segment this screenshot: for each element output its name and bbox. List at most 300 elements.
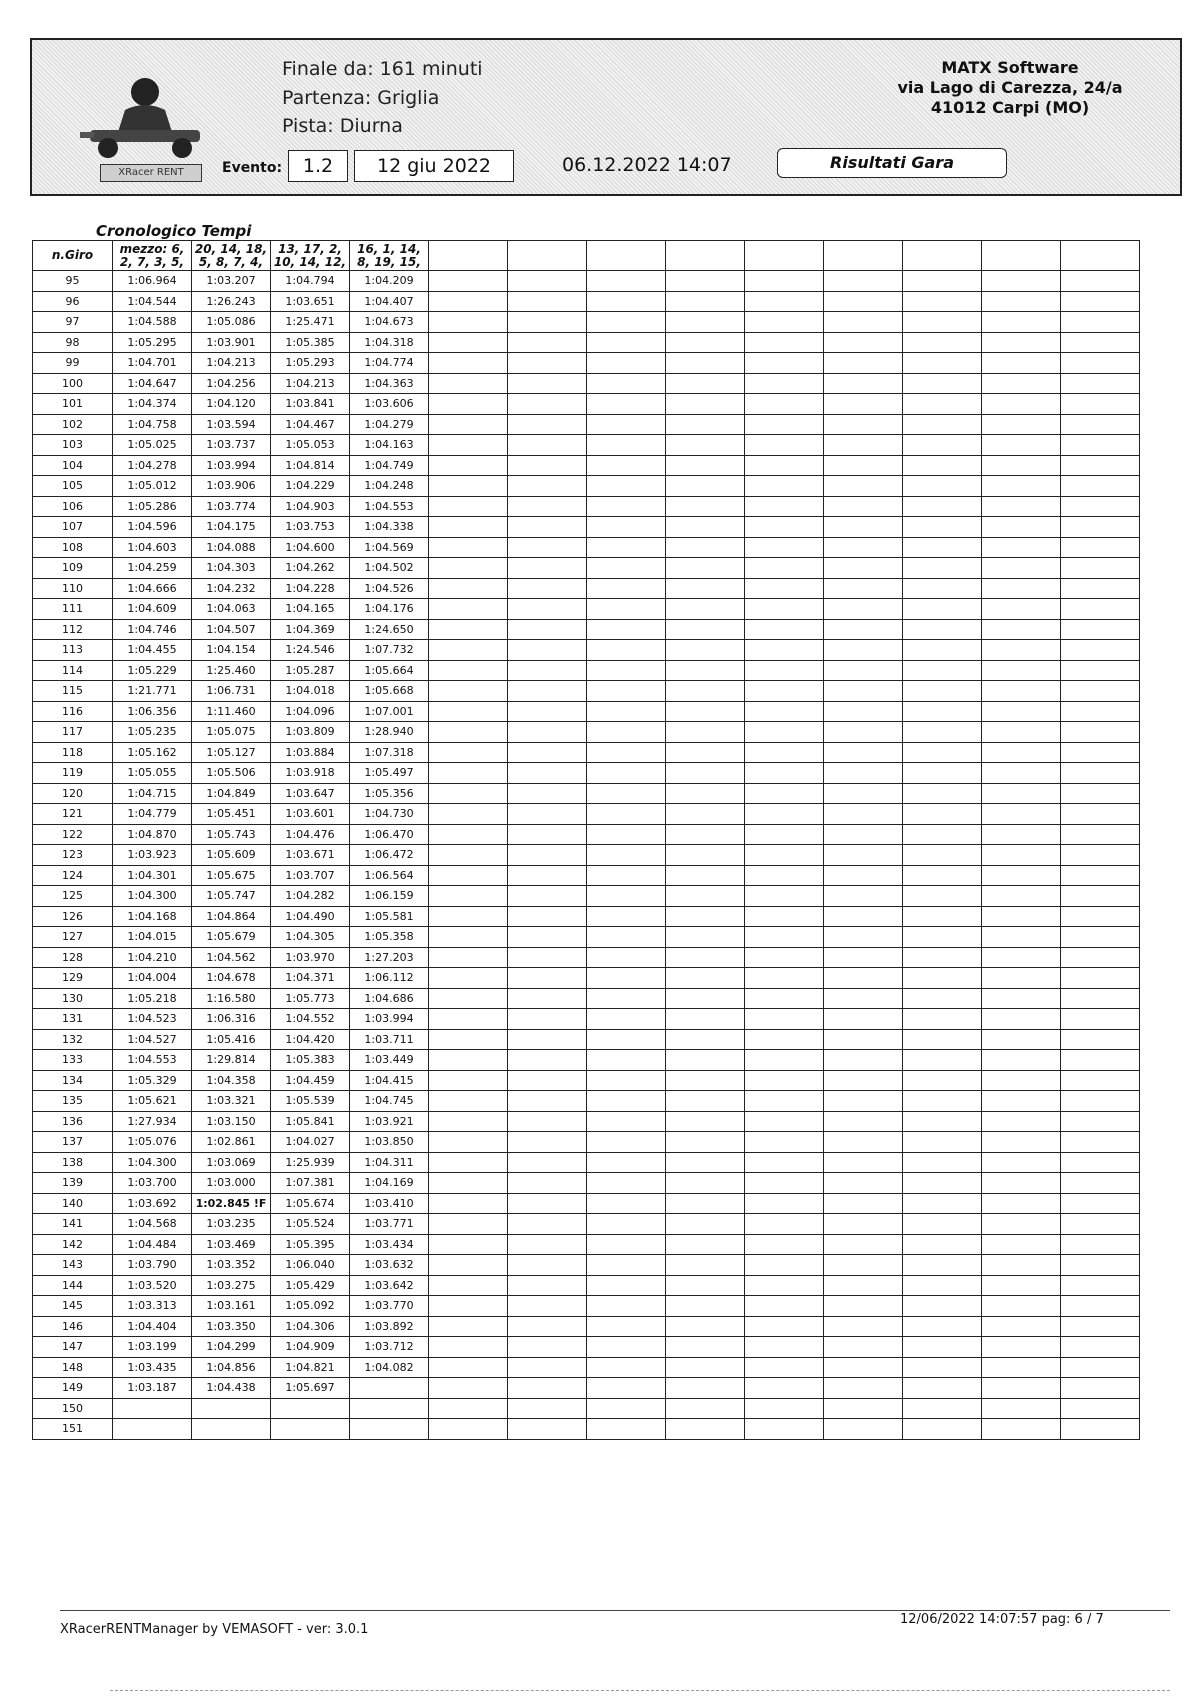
empty-cell [1061,1029,1140,1050]
table-row [33,476,1140,497]
lap-number: 118 [33,742,113,763]
lap-time-cell: 1:04.814 [271,455,350,476]
empty-cell [666,1398,745,1419]
empty-cell [587,783,666,804]
empty-cell [666,1070,745,1091]
lap-time-cell: 1:04.169 [350,1173,429,1194]
empty-cell [587,927,666,948]
empty-cell [824,558,903,579]
empty-cell [587,291,666,312]
empty-cell [745,1316,824,1337]
empty-cell [745,906,824,927]
empty-cell [824,1050,903,1071]
table-row [33,271,1140,292]
lap-time-cell: 1:03.651 [271,291,350,312]
empty-cell [429,1009,508,1030]
lap-time-cell: 1:04.849 [192,783,271,804]
table-title: Cronologico Tempi [96,222,252,240]
lap-time-cell: 1:03.841 [271,394,350,415]
empty-cell [587,1152,666,1173]
table-row [33,640,1140,661]
lap-number: 112 [33,619,113,640]
empty-cell [587,906,666,927]
lap-time-cell: 1:25.939 [271,1152,350,1173]
lap-number: 132 [33,1029,113,1050]
empty-cell [824,1275,903,1296]
lap-time-cell: 1:27.934 [113,1111,192,1132]
lap-time-cell: 1:05.621 [113,1091,192,1112]
lap-time-cell: 1:03.707 [271,865,350,886]
lap-time-cell: 1:04.774 [350,353,429,374]
lap-time-cell: 1:03.150 [192,1111,271,1132]
lap-time-cell [350,1398,429,1419]
event-date: 12 giu 2022 [354,150,514,182]
empty-cell [745,271,824,292]
empty-cell [1061,373,1140,394]
lap-time-cell: 1:04.338 [350,517,429,538]
lap-time-cell: 1:03.692 [113,1193,192,1214]
lap-time-cell: 1:06.159 [350,886,429,907]
empty-cell [1061,824,1140,845]
start-type: Partenza: Griglia [282,87,440,109]
empty-cell [824,1234,903,1255]
lap-time-cell: 1:03.434 [350,1234,429,1255]
empty-cell [587,1337,666,1358]
empty-cell [1061,517,1140,538]
empty-cell [982,1111,1061,1132]
empty-cell [508,332,587,353]
lap-time-cell: 1:04.374 [113,394,192,415]
lap-time-cell: 1:04.909 [271,1337,350,1358]
empty-cell [508,1029,587,1050]
empty-cell [587,804,666,825]
company-name: MATX Software [941,58,1079,77]
empty-cell [982,455,1061,476]
empty-cell [982,1173,1061,1194]
lap-time-cell: 1:05.235 [113,722,192,743]
empty-cell [587,1132,666,1153]
table-row [33,1214,1140,1235]
lap-time-cell: 1:04.678 [192,968,271,989]
lap-time-cell: 1:04.745 [350,1091,429,1112]
lap-time-cell: 1:04.870 [113,824,192,845]
table-row [33,1275,1140,1296]
results-title: Risultati Gara [777,148,1007,178]
empty-cell [903,517,982,538]
empty-cell [666,271,745,292]
lap-time-cell: 1:05.674 [271,1193,350,1214]
empty-cell [666,312,745,333]
empty-cell [982,312,1061,333]
empty-cell [824,824,903,845]
empty-cell [429,1029,508,1050]
lap-time-cell: 1:04.318 [350,332,429,353]
lap-time-cell: 1:05.385 [271,332,350,353]
empty-cell [824,927,903,948]
empty-cell [429,886,508,907]
empty-cell [982,414,1061,435]
empty-cell [508,1316,587,1337]
lap-time-cell: 1:02.861 [192,1132,271,1153]
empty-cell [982,927,1061,948]
empty-cell [666,537,745,558]
table-row [33,763,1140,784]
empty-cell [824,1029,903,1050]
empty-cell [903,578,982,599]
empty-cell [745,1234,824,1255]
lap-number: 104 [33,455,113,476]
lap-time-cell: 1:04.455 [113,640,192,661]
empty-cell [903,1234,982,1255]
empty-cell [903,1255,982,1276]
empty-cell [745,1357,824,1378]
table-row [33,1111,1140,1132]
empty-cell [587,353,666,374]
empty-cell [587,1275,666,1296]
empty-cell [903,968,982,989]
lap-time-cell: 1:04.552 [271,1009,350,1030]
lap-time-cell: 1:04.278 [113,455,192,476]
empty-cell [982,783,1061,804]
empty-cell [745,1009,824,1030]
empty-cell [903,783,982,804]
lap-time-cell: 1:05.416 [192,1029,271,1050]
empty-cell [587,742,666,763]
empty-cell [1061,1214,1140,1235]
empty-cell [903,353,982,374]
empty-cell [745,968,824,989]
empty-cell [745,455,824,476]
empty-cell [666,476,745,497]
empty-cell [903,660,982,681]
empty-cell [1061,1193,1140,1214]
empty-cell [982,660,1061,681]
table-row [33,578,1140,599]
empty-cell [429,1234,508,1255]
lap-time-cell: 1:04.569 [350,537,429,558]
empty-cell [1061,865,1140,886]
empty-cell [824,353,903,374]
lap-number: 119 [33,763,113,784]
empty-cell [587,476,666,497]
table-row [33,1070,1140,1091]
empty-cell [587,599,666,620]
empty-cell [982,537,1061,558]
lap-time-cell: 1:04.438 [192,1378,271,1399]
lap-time-cell: 1:06.564 [350,865,429,886]
empty-cell [745,1132,824,1153]
table-row [33,435,1140,456]
empty-cell [824,1296,903,1317]
lap-time-cell: 1:04.758 [113,414,192,435]
empty-cell [587,1091,666,1112]
empty-cell [745,988,824,1009]
lap-time-cell: 1:03.313 [113,1296,192,1317]
empty-cell [824,373,903,394]
lap-number: 106 [33,496,113,517]
empty-cell [1061,1255,1140,1276]
lap-time-cell: 1:05.358 [350,927,429,948]
lap-time-cell: 1:03.000 [192,1173,271,1194]
empty-cell [745,845,824,866]
empty-cell [429,496,508,517]
lap-time-cell: 1:04.305 [271,927,350,948]
lap-time-cell: 1:04.507 [192,619,271,640]
lap-time-cell: 1:06.964 [113,271,192,292]
lap-time-cell: 1:04.609 [113,599,192,620]
empty-cell [903,619,982,640]
empty-cell [745,558,824,579]
lap-number: 115 [33,681,113,702]
empty-cell [982,1255,1061,1276]
empty-cell [429,537,508,558]
empty-cell [745,414,824,435]
empty-cell [745,701,824,722]
lap-time-cell: 1:05.539 [271,1091,350,1112]
empty-cell [1061,968,1140,989]
empty-cell [903,845,982,866]
empty-cell [903,1009,982,1030]
empty-cell [745,865,824,886]
lap-time-cell: 1:06.316 [192,1009,271,1030]
empty-cell [903,271,982,292]
empty-cell [666,1378,745,1399]
empty-cell [429,1050,508,1071]
empty-cell [508,476,587,497]
lap-time-cell: 1:03.994 [192,455,271,476]
empty-cell [587,619,666,640]
lap-time-cell: 1:03.994 [350,1009,429,1030]
empty-cell [1061,927,1140,948]
empty-cell [508,660,587,681]
empty-cell [429,1193,508,1214]
empty-cell [1061,783,1140,804]
empty-cell [903,1296,982,1317]
empty-cell [903,804,982,825]
empty-cell [982,722,1061,743]
lap-times-table [32,240,1140,1440]
lap-time-cell: 1:24.650 [350,619,429,640]
lap-time-cell: 1:03.647 [271,783,350,804]
lap-number: 135 [33,1091,113,1112]
table-row [33,332,1140,353]
empty-cell [824,291,903,312]
empty-cell [745,1275,824,1296]
empty-cell [508,1398,587,1419]
empty-cell [1061,722,1140,743]
empty-cell [666,722,745,743]
empty-cell [824,578,903,599]
empty-cell [903,1214,982,1235]
empty-cell [508,1050,587,1071]
empty-cell [745,947,824,968]
bottom-rule [110,1690,1170,1691]
lap-time-cell: 1:03.901 [192,332,271,353]
empty-cell [429,373,508,394]
empty-cell [982,968,1061,989]
table-row [33,455,1140,476]
empty-cell [666,968,745,989]
empty-cell [666,394,745,415]
empty-cell [982,558,1061,579]
empty-cell [508,927,587,948]
lap-time-cell: 1:04.864 [192,906,271,927]
lap-number: 130 [33,988,113,1009]
empty-cell [666,845,745,866]
table-row [33,1255,1140,1276]
lap-time-cell: 1:03.923 [113,845,192,866]
lap-time-cell: 1:04.476 [271,824,350,845]
empty-cell [666,1173,745,1194]
lap-time-cell: 1:05.383 [271,1050,350,1071]
lap-time-cell: 1:03.970 [271,947,350,968]
empty-cell [666,1111,745,1132]
lap-number: 134 [33,1070,113,1091]
lap-time-cell: 1:03.435 [113,1357,192,1378]
lap-number: 95 [33,271,113,292]
empty-cell [982,619,1061,640]
lap-time-cell: 1:05.451 [192,804,271,825]
empty-cell [666,1029,745,1050]
empty-cell [903,947,982,968]
empty-cell [587,865,666,886]
empty-cell [666,455,745,476]
empty-cell [982,1316,1061,1337]
empty-cell [745,1173,824,1194]
empty-cell [666,1214,745,1235]
lap-time-cell: 1:26.243 [192,291,271,312]
lap-time-cell: 1:04.526 [350,578,429,599]
empty-cell [429,947,508,968]
lap-time-cell: 1:04.301 [113,865,192,886]
empty-cell [982,1029,1061,1050]
empty-cell [824,332,903,353]
kart-group-header: mezzo: 6, 2, 7, 3, 5, [113,241,192,271]
lap-number: 148 [33,1357,113,1378]
lap-number: 105 [33,476,113,497]
empty-cell [1061,763,1140,784]
empty-cell [903,742,982,763]
empty-cell [666,804,745,825]
empty-header [824,241,903,271]
empty-cell [666,947,745,968]
empty-cell [745,763,824,784]
empty-cell [666,1132,745,1153]
empty-cell [1061,1152,1140,1173]
empty-cell [982,947,1061,968]
lap-time-cell: 1:04.544 [113,291,192,312]
lap-time-cell: 1:05.697 [271,1378,350,1399]
table-row [33,414,1140,435]
empty-cell [429,906,508,927]
table-row [33,394,1140,415]
empty-cell [982,496,1061,517]
empty-cell [903,1419,982,1440]
empty-cell [824,681,903,702]
empty-cell [508,517,587,538]
empty-cell [903,1398,982,1419]
lap-time-cell: 1:24.546 [271,640,350,661]
empty-cell [1061,291,1140,312]
empty-cell [903,1275,982,1296]
lap-number: 108 [33,537,113,558]
empty-cell [982,1132,1061,1153]
empty-cell [1061,455,1140,476]
table-row [33,353,1140,374]
empty-cell [982,1275,1061,1296]
empty-cell [508,1275,587,1296]
empty-cell [587,1050,666,1071]
empty-cell [587,1070,666,1091]
empty-cell [824,804,903,825]
table-header-row [33,241,1140,271]
empty-cell [508,763,587,784]
lap-number: 129 [33,968,113,989]
lap-number: 125 [33,886,113,907]
lap-time-cell: 1:04.088 [192,537,271,558]
empty-cell [982,1398,1061,1419]
empty-cell [982,373,1061,394]
empty-cell [587,947,666,968]
empty-cell [508,947,587,968]
table-row [33,1029,1140,1050]
lap-time-cell: 1:03.606 [350,394,429,415]
empty-cell [429,558,508,579]
empty-cell [982,599,1061,620]
lap-number: 96 [33,291,113,312]
lap-time-cell: 1:06.040 [271,1255,350,1276]
empty-cell [429,1419,508,1440]
lap-time-cell: 1:25.460 [192,660,271,681]
empty-cell [508,558,587,579]
empty-cell [982,1214,1061,1235]
empty-cell [903,476,982,497]
empty-cell [429,1296,508,1317]
lap-time-cell: 1:04.779 [113,804,192,825]
empty-cell [666,1275,745,1296]
empty-cell [508,291,587,312]
lap-time-cell: 1:05.743 [192,824,271,845]
empty-cell [587,1111,666,1132]
lap-time-cell: 1:05.287 [271,660,350,681]
empty-cell [429,1255,508,1276]
empty-cell [903,435,982,456]
empty-cell [587,1029,666,1050]
empty-cell [903,1050,982,1071]
lap-number: 109 [33,558,113,579]
lap-number: 100 [33,373,113,394]
empty-cell [745,804,824,825]
empty-cell [903,1029,982,1050]
kart-group-header: 13, 17, 2, 10, 14, 12, [271,241,350,271]
lap-time-cell: 1:03.850 [350,1132,429,1153]
empty-cell [903,927,982,948]
lap-time-cell: 1:03.774 [192,496,271,517]
lap-time-cell: 1:03.918 [271,763,350,784]
empty-cell [508,906,587,927]
lap-time-cell: 1:03.753 [271,517,350,538]
lap-time-cell: 1:07.001 [350,701,429,722]
lap-time-cell: 1:04.502 [350,558,429,579]
empty-cell [429,1214,508,1235]
lap-time-cell: 1:04.154 [192,640,271,661]
empty-cell [1061,332,1140,353]
lap-time-cell: 1:03.207 [192,271,271,292]
lap-time-cell: 1:05.356 [350,783,429,804]
empty-cell [982,435,1061,456]
lap-time-cell: 1:05.086 [192,312,271,333]
empty-cell [587,640,666,661]
